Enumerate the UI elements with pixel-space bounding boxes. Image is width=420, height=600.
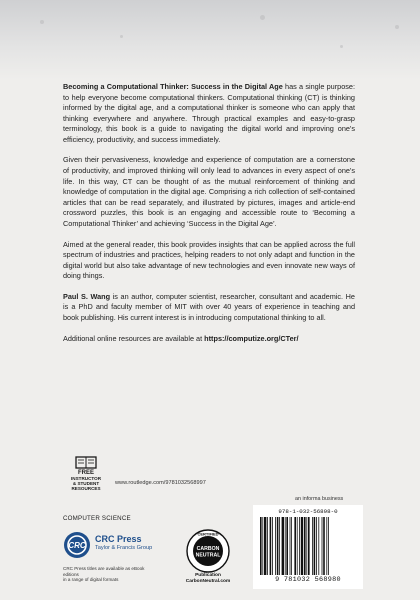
barcode-bar [316, 517, 317, 575]
barcode-bar [291, 517, 292, 575]
student-label: & STUDENT [72, 480, 100, 486]
resources-text: Additional online resources are available at [63, 333, 205, 343]
paragraph-general-reader: Aimed at the general reader, this book provides insights that can be applied across the full spectrum of industries and practices, helping readers to not only adapt and function in the digital world but also take advantage of new technologies and even innovate new ways of doing things. [63, 239, 355, 281]
informa-tagline: an informa business [295, 496, 344, 502]
barcode-bar [323, 517, 325, 575]
texture-speck [40, 20, 44, 24]
isbn-barcode [253, 505, 363, 589]
author-name: Paul S. Wang [63, 291, 111, 301]
barcode-bar [328, 517, 329, 575]
instructor-label: INSTRUCTOR [70, 476, 102, 481]
publisher-group: Taylor & Francis Group [95, 545, 153, 551]
barcode-bar [299, 517, 300, 575]
top-gradient-band [0, 0, 420, 80]
barcode-bar [282, 517, 284, 575]
carbon-center-line1: CARBON [196, 546, 220, 552]
paragraph-pervasiveness: Given their pervasiveness, knowledge and experience of computation are a cornerstone of productivity, and improved thinking will only lead to advances in every aspect of one's life. In this way, CT can be thought of as the mutual reinforcement of thinking and knowledge of computation in the digital age. Comprising a rich collection of self-contained articles that can be read separately, and illustrated by pictures, images and article-end crossword puzzles, this book is an engaging and accessible route to ‘Becoming a Computational Thinker’ and achieving ‘Success in the Digital Age’. [63, 155, 355, 228]
carbon-neutral-caption [175, 573, 241, 584]
texture-speck [260, 15, 265, 20]
author-bio-text: is an author, computer scientist, researcher, consultant and academic. He is a PhD and faculty member of MIT with over 40 years of experience in teaching and book publishing. His current interest is in introducing computational thinking to all. [63, 291, 355, 322]
barcode-bar [308, 517, 310, 575]
carbon-neutral-badge-icon [185, 528, 231, 574]
book-title: Becoming a Computational Thinker: Success in the Digital Age [63, 82, 283, 91]
paragraph-intro [63, 82, 355, 145]
barcode-bar [262, 517, 263, 575]
barcode-bar [279, 517, 280, 575]
subject-category: COMPUTER SCIENCE [63, 515, 131, 522]
free-resources-badge [63, 455, 109, 497]
resources-link[interactable]: https://computize.org/CTer/ [204, 333, 299, 343]
isbn-bottom-text: 9 781032 568980 [275, 576, 341, 584]
barcode-bar [270, 517, 272, 575]
barcode-bars [259, 517, 357, 575]
svg-text:CRC: CRC [68, 541, 86, 550]
book-icon [75, 455, 97, 469]
isbn-top-text: 978-1-032-56898-0 [278, 508, 338, 515]
barcode-bar [326, 517, 327, 575]
barcode-bar [264, 517, 266, 575]
paragraph-resources [63, 334, 355, 345]
ebook-note-line1: CRC Press titles are available as eBook editions [63, 566, 145, 577]
barcode-bar [318, 517, 319, 575]
texture-speck [395, 25, 399, 29]
barcode-bar [286, 517, 288, 575]
resources-label: RESOURCES [71, 485, 101, 491]
texture-speck [340, 45, 343, 48]
barcode-bar [267, 517, 268, 575]
barcode-bar [297, 517, 298, 575]
carbon-center-line2: NEUTRAL [195, 552, 221, 559]
barcode-bar [290, 517, 291, 575]
barcode-bar [272, 517, 273, 575]
description-text [63, 82, 355, 354]
barcode-bar [314, 517, 316, 575]
barcode-bar [306, 517, 307, 575]
paragraph-author-bio [63, 292, 355, 324]
crc-logo-icon [63, 531, 91, 559]
texture-speck [120, 35, 123, 38]
publisher-name: CRC Press [95, 534, 142, 544]
routledge-url[interactable]: www.routledge.com/9781032568997 [115, 480, 206, 486]
barcode-bar [312, 517, 313, 575]
carbon-ring-text: CERTIFIED [197, 531, 219, 537]
barcode-bar [322, 517, 323, 575]
barcode-bar [277, 517, 279, 575]
carbon-publication-label: Publication [195, 573, 221, 578]
barcode-bar [285, 517, 286, 575]
barcode-bar [301, 517, 303, 575]
ebook-note [63, 566, 153, 583]
barcode-bar [294, 517, 296, 575]
barcode-bar [275, 517, 276, 575]
free-label: FREE [77, 470, 94, 476]
intro-text: has a single purpose: to help everyone become computational thinkers. Computational thinking (CT) is thinking informed by the digital age, and a computational thinker is someone who can apply that thinking everywhere and anywhere. Through practical examples and easy-to-grasp terminology, this book is a guide to navigating the digital world and improving one's efficiency, productivity, and success immediately. [63, 82, 355, 144]
barcode-bar [260, 517, 262, 575]
barcode-bar [304, 517, 306, 575]
ebook-note-line2: in a range of digital formats [63, 577, 119, 583]
carbon-site-label: CarbonNeutral.com [185, 578, 231, 584]
